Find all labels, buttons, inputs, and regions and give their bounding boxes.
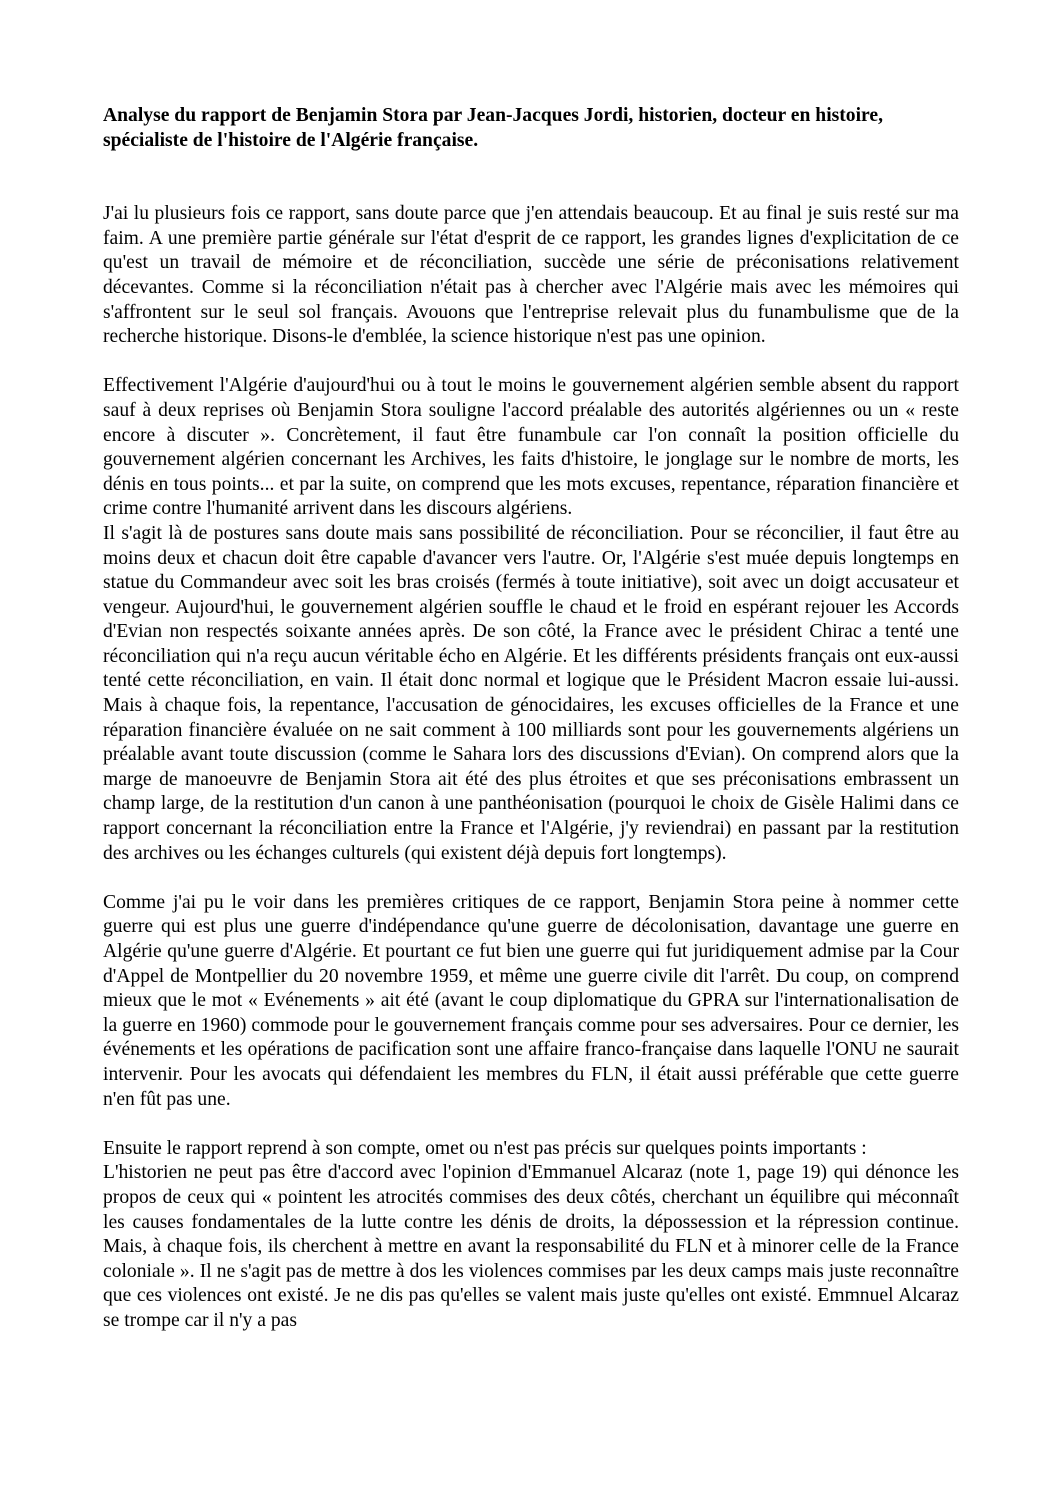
paragraph-intro: J'ai lu plusieurs fois ce rapport, sans doute parce que j'en attendais beaucoup. Et au final je suis resté sur ma faim. A une première partie générale sur l'état d'esprit de ce rapport, les grandes lignes d'explicitation de ce qu'est un travail de mémoire et de réconciliation, succède une série de préconisations relativement décevantes. Comme si la réconciliation n'était pas à chercher avec l'Algérie mais avec les mémoires qui s'affrontent sur le seul sol français. Avouons que l'entreprise relevait plus du funambulisme que de la recherche historique. Disons-le d'emblée, la science historique n'est pas une opinion.: [103, 203, 959, 348]
paragraph-algeria-absent: Effectivement l'Algérie d'aujourd'hui ou à tout le moins le gouvernement algérien semble absent du rapport sauf à deux reprises où Benjamin Stora souligne l'accord préalable des autorités algériennes ou un « reste encore à discuter ». Concrètement, il faut être funambule car l'on connaît la position officielle du gouvernement algérien concernant les Archives, les faits d'histoire, le jonglage sur le nombre de morts, les dénis en tous points... et par la suite, on comprend que les mots excuses, repentance, réparation financière et crime contre l'humanité arrivent dans les discours algériens.: [103, 375, 959, 520]
document-body: [103, 104, 959, 1334]
paragraph-points-intro: Ensuite le rapport reprend à son compte, omet ou n'est pas précis sur quelques points importants :: [103, 1137, 867, 1159]
paragraph-reconciliation: Il s'agit là de postures sans doute mais sans possibilité de réconciliation. Pour se réconcilier, il faut être au moins deux et chacun doit être capable d'avancer vers l'autre. Or, l'Algérie s'est muée depuis longtemps en statue du Commandeur avec soit les bras croisés (fermés à toute initiative), soit avec un doigt accusateur et vengeur. Aujourd'hui, le gouvernement algérien souffle le chaud et le froid en espérant rejouer les Accords d'Evian non respectés soixante années après. De son côté, la France avec le président Chirac a tenté une réconciliation qui n'a reçu aucun véritable écho en Algérie. Et les différents présidents français ont eux-aussi tenté cette réconciliation, en vain. Il était donc normal et logique que le Président Macron essaie lui-aussi. Mais à chaque fois, la repentance, l'accusation de génocidaires, les excuses officielles de la France et une réparation financière évaluée on ne sait comment à 100 milliards sont pour les gouvernements algériens un préalable avant toute discussion (comme le Sahara lors des discussions d'Evian). On comprend alors que la marge de manoeuvre de Benjamin Stora ait été des plus étroites et que ses préconisations embrassent un champ large, de la restitution d'un canon à une panthéonisation (pourquoi le choix de Gisèle Halimi dans ce rapport concernant la réconciliation entre la France et l'Algérie, j'y reviendrai) en passant par la restitution des archives ou les échanges culturels (qui existent déjà depuis fort longtemps).: [103, 522, 959, 864]
paragraph-alcaraz: L'historien ne peut pas être d'accord avec l'opinion d'Emmanuel Alcaraz (note 1, page 19) qui dénonce les propos de ceux qui « pointent les atrocités commises des deux côtés, cherchant un équilibre qui méconnaît les causes fondamentales de la lutte contre les dénis de droits, la dépossession et la répression continue. Mais, à chaque fois, ils cherchent à mettre en avant la responsabilité du FLN et à minorer celle de la France coloniale ». Il ne s'agit pas de mettre à dos les violences commises par les deux camps mais juste reconnaître que ces violences ont existé. Je ne dis pas qu'elles se valent mais juste qu'elles ont existé. Emmnuel Alcaraz se trompe car il n'y a pas: [103, 1162, 959, 1331]
document-title: Analyse du rapport de Benjamin Stora par Jean-Jacques Jordi, historien, docteur en histoire, spécialiste de l'histoire de l'Algérie française.: [103, 105, 883, 151]
paragraph-naming-war: Comme j'ai pu le voir dans les premières critiques de ce rapport, Benjamin Stora peine à nommer cette guerre qui est plus une guerre d'indépendance qu'une guerre de décolonisation, davantage une guerre en Algérie qu'une guerre d'Algérie. Et pourtant ce fut bien une guerre qui fut juridiquement admise par la Cour d'Appel de Montpellier du 20 novembre 1959, et même une guerre civile dit l'arrêt. Du coup, on comprend mieux que le mot « Evénements » ait été (avant le coup diplomatique du GPRA sur l'internationalisation de la guerre en 1960) commode pour le gouvernement français comme pour ses adversaires. Pour ce dernier, les événements et les opérations de pacification sont une affaire franco-française dans laquelle l'ONU ne saurait intervenir. Pour les avocats qui défendaient les membres du FLN, il était aussi préférable que cette guerre n'en fût pas une.: [103, 891, 959, 1110]
